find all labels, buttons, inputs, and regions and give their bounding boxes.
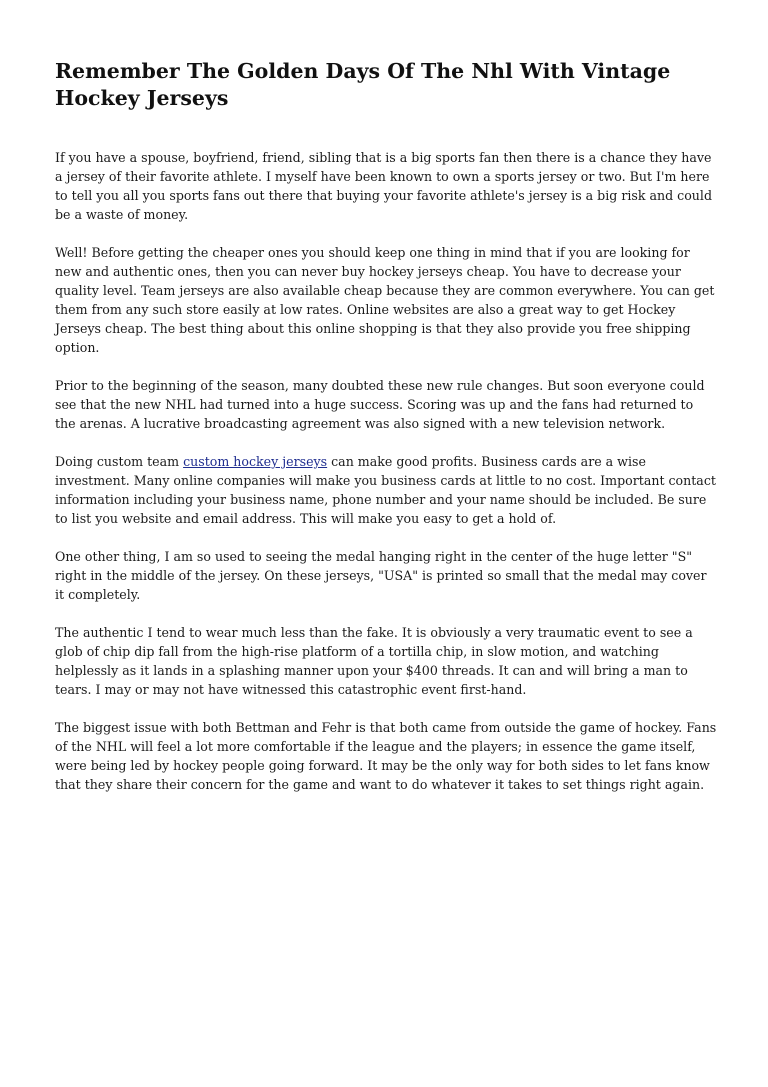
paragraph-4	[55, 452, 717, 528]
custom-hockey-jerseys-link[interactable]: custom hockey jerseys	[183, 454, 328, 469]
paragraph-2: Well! Before getting the cheaper ones you should keep one thing in mind that if you are looking for new and authentic ones, then you can never buy hockey jerseys cheap. You have to decrease your quality level. Team jerseys are also available cheap because they are common everywhere. You can get them from any such store easily at low rates. Online websites are also a great way to get Hockey Jerseys cheap. The best thing about this online shopping is that they also provide you free shipping option.	[55, 245, 715, 355]
paragraph-5: One other thing, I am so used to seeing the medal hanging right in the center of the huge letter "S" right in the middle of the jersey. On these jerseys, "USA" is printed so small that the medal may cover it completely.	[55, 549, 707, 602]
paragraph-6: The authentic I tend to wear much less than the fake. It is obviously a very traumatic event to see a glob of chip dip fall from the high-rise platform of a tortilla chip, in slow motion, and watching helplessly as it lands in a splashing manner upon your $400 threads. It can and will bring a man to tears. I may or may not have witnessed this catastrophic event first-hand.	[55, 625, 693, 697]
paragraph-3: Prior to the beginning of the season, many doubted these new rule changes. But soon everyone could see that the new NHL had turned into a huge success. Scoring was up and the fans had returned to the arenas. A lucrative broadcasting agreement was also signed with a new television network.	[55, 378, 705, 431]
paragraph-4-before-link: Doing custom team	[55, 454, 184, 469]
paragraph-7: The biggest issue with both Bettman and Fehr is that both came from outside the game of hockey. Fans of the NHL will feel a lot more comfortable if the league and the players; in essence the game itself, were being led by hockey people going forward. It may be the only way for both sides to let fans know that they share their concern for the game and want to do whatever it takes to set things right again.	[55, 720, 717, 792]
document-title: Remember The Golden Days Of The Nhl With Vintage Hockey Jerseys	[55, 59, 671, 110]
paragraph-4-after-link: can make good profits. Business cards are a wise investment. Many online companies will make you business cards at little to no cost. Important contact information including your business name, phone number and your name should be included. Be sure to list you website and email address. This will make you easy to get a hold of.	[55, 454, 716, 526]
document-page	[55, 58, 717, 813]
paragraph-1: If you have a spouse, boyfriend, friend, sibling that is a big sports fan then there is a chance they have a jersey of their favorite athlete. I myself have been known to own a sports jersey or two. But I'm here to tell you all you sports fans out there that buying your favorite athlete's jersey is a big risk and could be a waste of money.	[55, 150, 713, 222]
